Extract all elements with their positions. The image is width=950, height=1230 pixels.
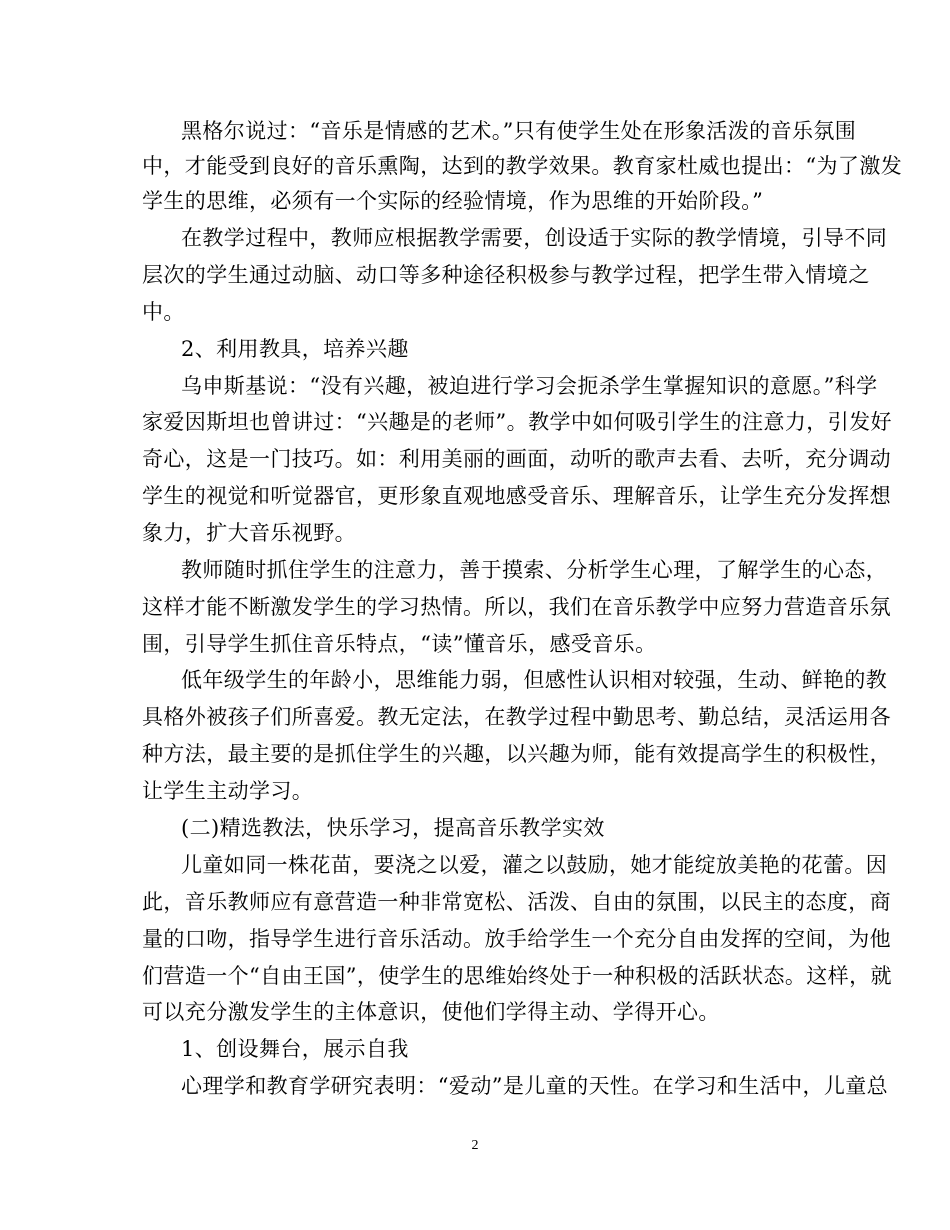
paragraph-line: 乌申斯基说：“没有兴趣，被迫进行学习会扼杀学生掌握知识的意愿。”科学 (181, 374, 878, 398)
section-heading: 1、创设舞台，展示自我 (181, 1037, 409, 1061)
section-heading: 2、利用教具，培养兴趣 (181, 337, 409, 361)
paragraph-line: 学生的视觉和听觉器官，更形象直观地感受音乐、理解音乐，让学生充分发挥想 (142, 484, 891, 508)
paragraph-line: 种方法，最主要的是抓住学生的兴趣，以兴趣为师，能有效提高学生的积极性， (142, 742, 891, 766)
paragraph-line: 家爱因斯坦也曾讲过：“兴趣是的老师”。教学中如何吸引学生的注意力，引发好 (142, 410, 892, 434)
paragraph-line: 中，才能受到良好的音乐熏陶，达到的教学效果。教育家杜威也提出：“为了激发 (142, 154, 903, 178)
paragraph-line: 这样才能不断激发学生的学习热情。所以，我们在音乐教学中应努力营造音乐氛 (142, 595, 891, 619)
page-number: 2 (471, 1138, 479, 1153)
paragraph-line: 可以充分激发学生的主体意识，使他们学得主动、学得开心。 (142, 1000, 720, 1024)
paragraph-line: 儿童如同一株花苗，要浇之以爱，灌之以鼓励，她才能绽放美艳的花蕾。因 (181, 853, 888, 877)
paragraph-line: 围，引导学生抓住音乐特点，“读”懂音乐，感受音乐。 (142, 632, 657, 656)
paragraph-line: 量的口吻，指导学生进行音乐活动。放手给学生一个充分自由发挥的空间，为他 (142, 927, 891, 951)
paragraph-line: 让学生主动学习。 (142, 779, 314, 803)
paragraph-line: 层次的学生通过动脑、动口等多种途径积极参与教学过程，把学生带入情境之 (142, 263, 870, 287)
paragraph-line: 学生的思维，必须有一个实际的经验情境，作为思维的开始阶段。” (142, 189, 764, 213)
paragraph-line: 中。 (142, 300, 185, 324)
paragraph-line: 具格外被孩子们所喜爱。教无定法，在教学过程中勤思考、勤总结，灵活运用各 (142, 705, 891, 729)
paragraph-line: 心理学和教育学研究表明：“爱动”是儿童的天性。在学习和生活中，儿童总 (181, 1074, 889, 1098)
paragraph-line: 象力，扩大音乐视野。 (142, 521, 356, 545)
section-heading: (二)精选教法，快乐学习，提高音乐教学实效 (181, 816, 605, 840)
paragraph-line: 教师随时抓住学生的注意力，善于摸索、分析学生心理，了解学生的心态， (181, 558, 888, 582)
paragraph-line: 奇心，这是一门技巧。如：利用美丽的画面，动听的歌声去看、去听，充分调动 (142, 447, 891, 471)
paragraph-line: 们营造一个“自由王国”，使学生的思维始终处于一种积极的活跃状态。这样，就 (142, 964, 892, 988)
paragraph-line: 在教学过程中，教师应根据教学需要，创设适于实际的教学情境，引导不同 (181, 226, 888, 250)
paragraph-line: 此，音乐教师应有意营造一种非常宽松、活泼、自由的氛围，以民主的态度，商 (142, 890, 891, 914)
paragraph-line: 黑格尔说过：“音乐是情感的艺术。”只有使学生处在形象活泼的音乐氛围 (181, 119, 857, 143)
paragraph-line: 低年级学生的年龄小，思维能力弱，但感性认识相对较强，生动、鲜艳的教 (181, 668, 888, 692)
